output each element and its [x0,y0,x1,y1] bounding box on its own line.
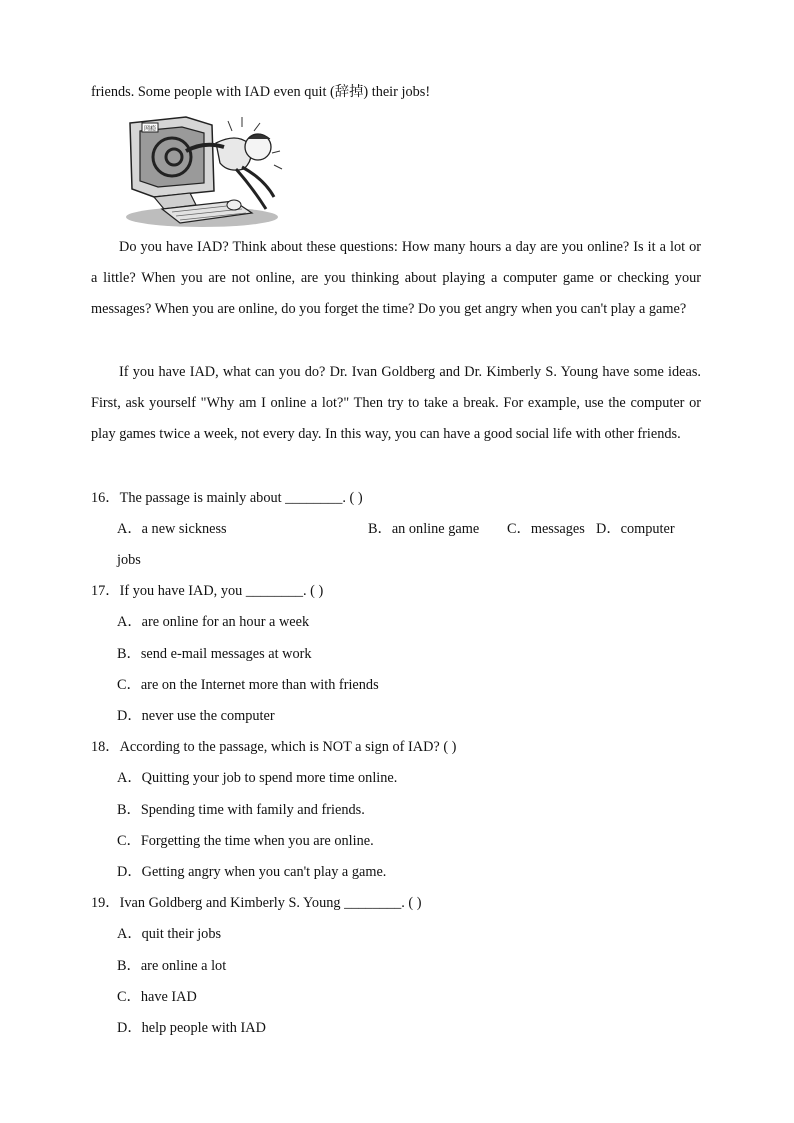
question-18-option-b[interactable]: B．Spending time with family and friends. [117,802,365,818]
passage-paragraph-1: Do you have IAD? Think about these questions: How many hours a day are you online? Is it a lot or a little? When you are not online, are you thinking about playing a computer game or checking your messages? When you are online, do you forget the time? Do you get angry when you can't play a game? [91,239,701,318]
question-16-option-d-continued: jobs [117,552,141,568]
question-18-stem: 18．According to the passage, which is NOT a sign of IAD? ( ) [91,739,457,755]
passage-paragraph-2: If you have IAD, what can you do? Dr. Ivan Goldberg and Dr. Kimberly S. Young have some ideas. First, ask yourself "Why am I online a lot?" Then try to take a break. For example, use the computer or play games twice a week, not every day. In this way, you can have a good social life with other friends. [91,364,701,443]
question-18-option-c[interactable]: C．Forgetting the time when you are online. [117,833,374,849]
question-19-option-d[interactable]: D．help people with IAD [117,1020,266,1036]
question-16-option-d[interactable]: D．computer [596,521,675,537]
question-17-stem: 17．If you have IAD, you ________. ( ) [91,583,324,599]
question-19-option-a[interactable]: A．quit their jobs [117,926,222,942]
question-17-option-d[interactable]: D．never use the computer [117,708,275,724]
question-16-option-b[interactable]: B．an online game [368,521,480,537]
question-16-stem: 16．The passage is mainly about ________. ( ) [91,490,363,506]
question-16-option-c[interactable]: C．messages [507,521,585,537]
figure-sign: 网瘾 [144,125,157,133]
question-18-option-d[interactable]: D．Getting angry when you can't play a game. [117,864,387,880]
internet-addiction-illustration [124,113,284,229]
question-19-option-b[interactable]: B．are online a lot [117,958,227,974]
question-17-option-b[interactable]: B．send e-mail messages at work [117,646,312,662]
question-19-option-c[interactable]: C．have IAD [117,989,197,1005]
passage-first-line: friends. Some people with IAD even quit (辞掉) their jobs! [91,84,431,100]
question-19-stem: 19．Ivan Goldberg and Kimberly S. Young ________. ( ) [91,895,422,911]
question-18-option-a[interactable]: A．Quitting your job to spend more time online. [117,770,398,786]
question-16-option-a[interactable]: A．a new sickness [117,521,227,537]
question-17-option-c[interactable]: C．are on the Internet more than with friends [117,677,379,693]
question-17-option-a[interactable]: A．are online for an hour a week [117,614,310,630]
